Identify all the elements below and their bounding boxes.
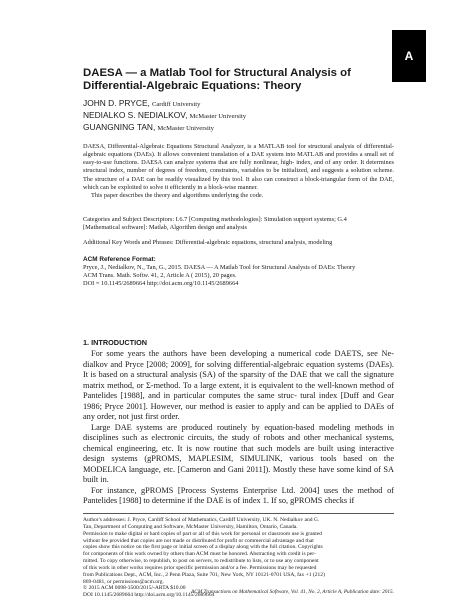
footnote-line: of this work in other works requires prior specific permission and/or a fee. Permissions may be requested xyxy=(83,564,317,571)
abstract-line: differential-algebraic equations (DAEs). It allows convenient translation of a DAE system into MATLAB and xyxy=(83,143,394,159)
author-1 xyxy=(83,98,246,110)
body-line: dialkov and Pryce [2008; 2009], for solving differential-algebraic equation systems xyxy=(83,359,364,369)
author-affiliation: Cardiff University xyxy=(151,101,201,108)
body-line: of Pantelides [1988] to determine if the DAE is of index 1. If so, gPROMS checks if xyxy=(83,485,394,505)
footnote-line: from Publications Dept., ACM, Inc., 2 Penn Plaza, Suite 701, New York, NY 10121-0701 USA, fax +1 (212) xyxy=(83,571,325,578)
body-line: call the signature matrix method, or Σ-method. To a large extent, it is equivalent to the xyxy=(83,370,394,390)
author-2 xyxy=(83,110,246,122)
categories-block xyxy=(83,216,394,232)
footnote-line: Author's addresses: J. Pryce, Cardiff School of Mathematics, Cardiff University, UK. N. Nedialkov and G. xyxy=(83,517,320,523)
keywords-block xyxy=(83,239,394,247)
footnote-divider xyxy=(83,513,394,514)
footnote-line: without fee provided that copies are not made or distributed for profit or commercial advantage and that xyxy=(83,537,314,544)
title-line-2: Differential-Algebraic Equations: Theory xyxy=(83,80,302,92)
copyright-line: © 2015 ACM 0098-3500/2015/-ARTA $10.00 xyxy=(83,585,186,592)
title-line-1: DAESA — a Matlab Tool for Structural Analysis of xyxy=(83,67,351,79)
author-name: JOHN D. PRYCE, xyxy=(83,98,150,108)
abstract-line: in a block-wise manner. xyxy=(197,183,259,191)
body-paragraph-1 xyxy=(83,349,394,423)
journal-footer: ACM Transactions on Mathematical Software, Vol. 41, No. 2, Article A, Publication date: 2015. xyxy=(191,589,394,595)
body-line: interactive design systems (gPROMS, MAPLESIM, SIMULINK, various tools based on xyxy=(83,443,394,463)
footnote-line: Permission to make digital or hard copies of part or all of this work for personal or classroom use is granted xyxy=(83,530,323,537)
categories-line-1: Categories and Subject Descriptors: I.6.7 [Computing methodologies]: Simulation support systems; G.4 xyxy=(83,216,347,223)
acm-reference-block xyxy=(83,256,394,289)
body-line: and can be applied to DAEs of any order, not just first order. xyxy=(83,401,394,421)
abstract-paragraph-1 xyxy=(83,143,394,192)
abstract-line: index, and of any order. It determines structural index, number of degrees of freedom, constraints, variables xyxy=(83,159,395,175)
author-name: NEDIALKO S. NEDIALKOV, xyxy=(83,110,188,120)
body-paragraph-3 xyxy=(83,486,394,507)
acm-reference-doi: DOI = 10.1145/2689664 http://doi.acm.org/10.1145/2689664 xyxy=(83,280,239,288)
author-3 xyxy=(83,122,246,134)
abstract-line: provides a small set of easy-to-use functions. DAESA can analyze systems that are fully nonlinear, high- xyxy=(83,151,394,167)
body-paragraph-2 xyxy=(83,423,394,486)
abstract-line: tool. It also can construct a block-triangular form of the DAE, which can be exploited to solve it efficiently xyxy=(83,175,394,191)
categories-line-2: [Mathematical software]: Matlab, Algorithm design and analysis xyxy=(83,224,248,232)
body-line: For instance, gPROMS [Process Systems Enterprise Ltd. 2004] uses the method xyxy=(91,485,383,495)
body-line: Large DAE systems are produced routinely by equation-based modeling methods xyxy=(91,422,384,432)
footnote-block xyxy=(83,517,394,599)
footnote-line: copies show this notice on the first page or initial screen of a display along with the full citation. Copyrights xyxy=(83,544,323,551)
footnote-doi: DOI 10.1145/2689664 http://doi.acm.org/10.1145/2689664 xyxy=(83,592,215,599)
author-list xyxy=(83,98,246,134)
body-line: For some years the authors have been developing a numerical code DAETS, see Ne- xyxy=(91,349,394,358)
acm-reference-line-2: ACM Trans. Math. Softw. 41, 2, Article A ( 2015), 20 pages. xyxy=(83,272,237,280)
body-line: (DAEs). It is based on a structural analysis (SA) of the sparsity of the DAE that we xyxy=(83,359,394,379)
acm-reference-line-1: Pryce, J., Nedialkov, N., Tan, G., 2015. DAESA — A Matlab Tool for Structural Analysis of DAEs: Theory xyxy=(83,264,356,272)
section-heading: 1. INTRODUCTION xyxy=(83,338,148,347)
body-line: tural index [Duff and Gear 1986; Pryce 2001]. However, our method is easier to apply xyxy=(83,391,395,411)
body-line: of SA built in. xyxy=(83,464,395,484)
introduction-body xyxy=(83,349,394,507)
paper-title xyxy=(83,67,383,93)
body-line: systems, chemical engineering, etc. It is now routine that such models are built using xyxy=(83,433,394,453)
abstract-line: DAESA, Differential-Algebraic Equations Structural Analyzer, is a MATLAB tool for structural analysis of xyxy=(83,143,362,150)
abstract-line: to be initialized, and suggests a solution scheme. The structure of a DAE can be readily visualized by this xyxy=(83,167,394,183)
author-affiliation: McMaster University xyxy=(189,113,247,120)
author-name: GUANGNING TAN, xyxy=(83,122,156,132)
body-line: the MODELICA language, etc. [Cameron and Gani 2011]). Mostly these have some kind xyxy=(83,454,394,474)
abstract xyxy=(83,143,394,200)
acm-reference-heading: ACM Reference Format: xyxy=(83,256,156,263)
footnote-line: 869-0481, or permissions@acm.org. xyxy=(83,578,164,585)
body-line: well-known method of Pantelides [1988], and in particular computes the same struc- xyxy=(83,380,394,400)
body-line: in disciplines such as electronic circuits, the study of robots and other mechanical xyxy=(83,422,394,442)
footnote-line: Tan, Department of Computing and Software, McMaster University, Hamilton, Ontario, Canada. xyxy=(83,523,298,530)
footnote-line: for components of this work owned by others than ACM must be honored. Abstracting with credit is per- xyxy=(83,551,316,558)
footnote-line: mitted. To copy otherwise, to republish, to post on servers, to redistribute to lists, or to use any component xyxy=(83,558,319,565)
article-letter-tab: A xyxy=(392,30,426,82)
abstract-paragraph-2: This paper describes the theory and algorithms underlying the code. xyxy=(91,191,264,199)
author-affiliation: McMaster University xyxy=(157,125,214,132)
keywords-line: Additional Key Words and Phrases: Differential-algebraic equations, structural analysis, modeling xyxy=(83,239,333,246)
